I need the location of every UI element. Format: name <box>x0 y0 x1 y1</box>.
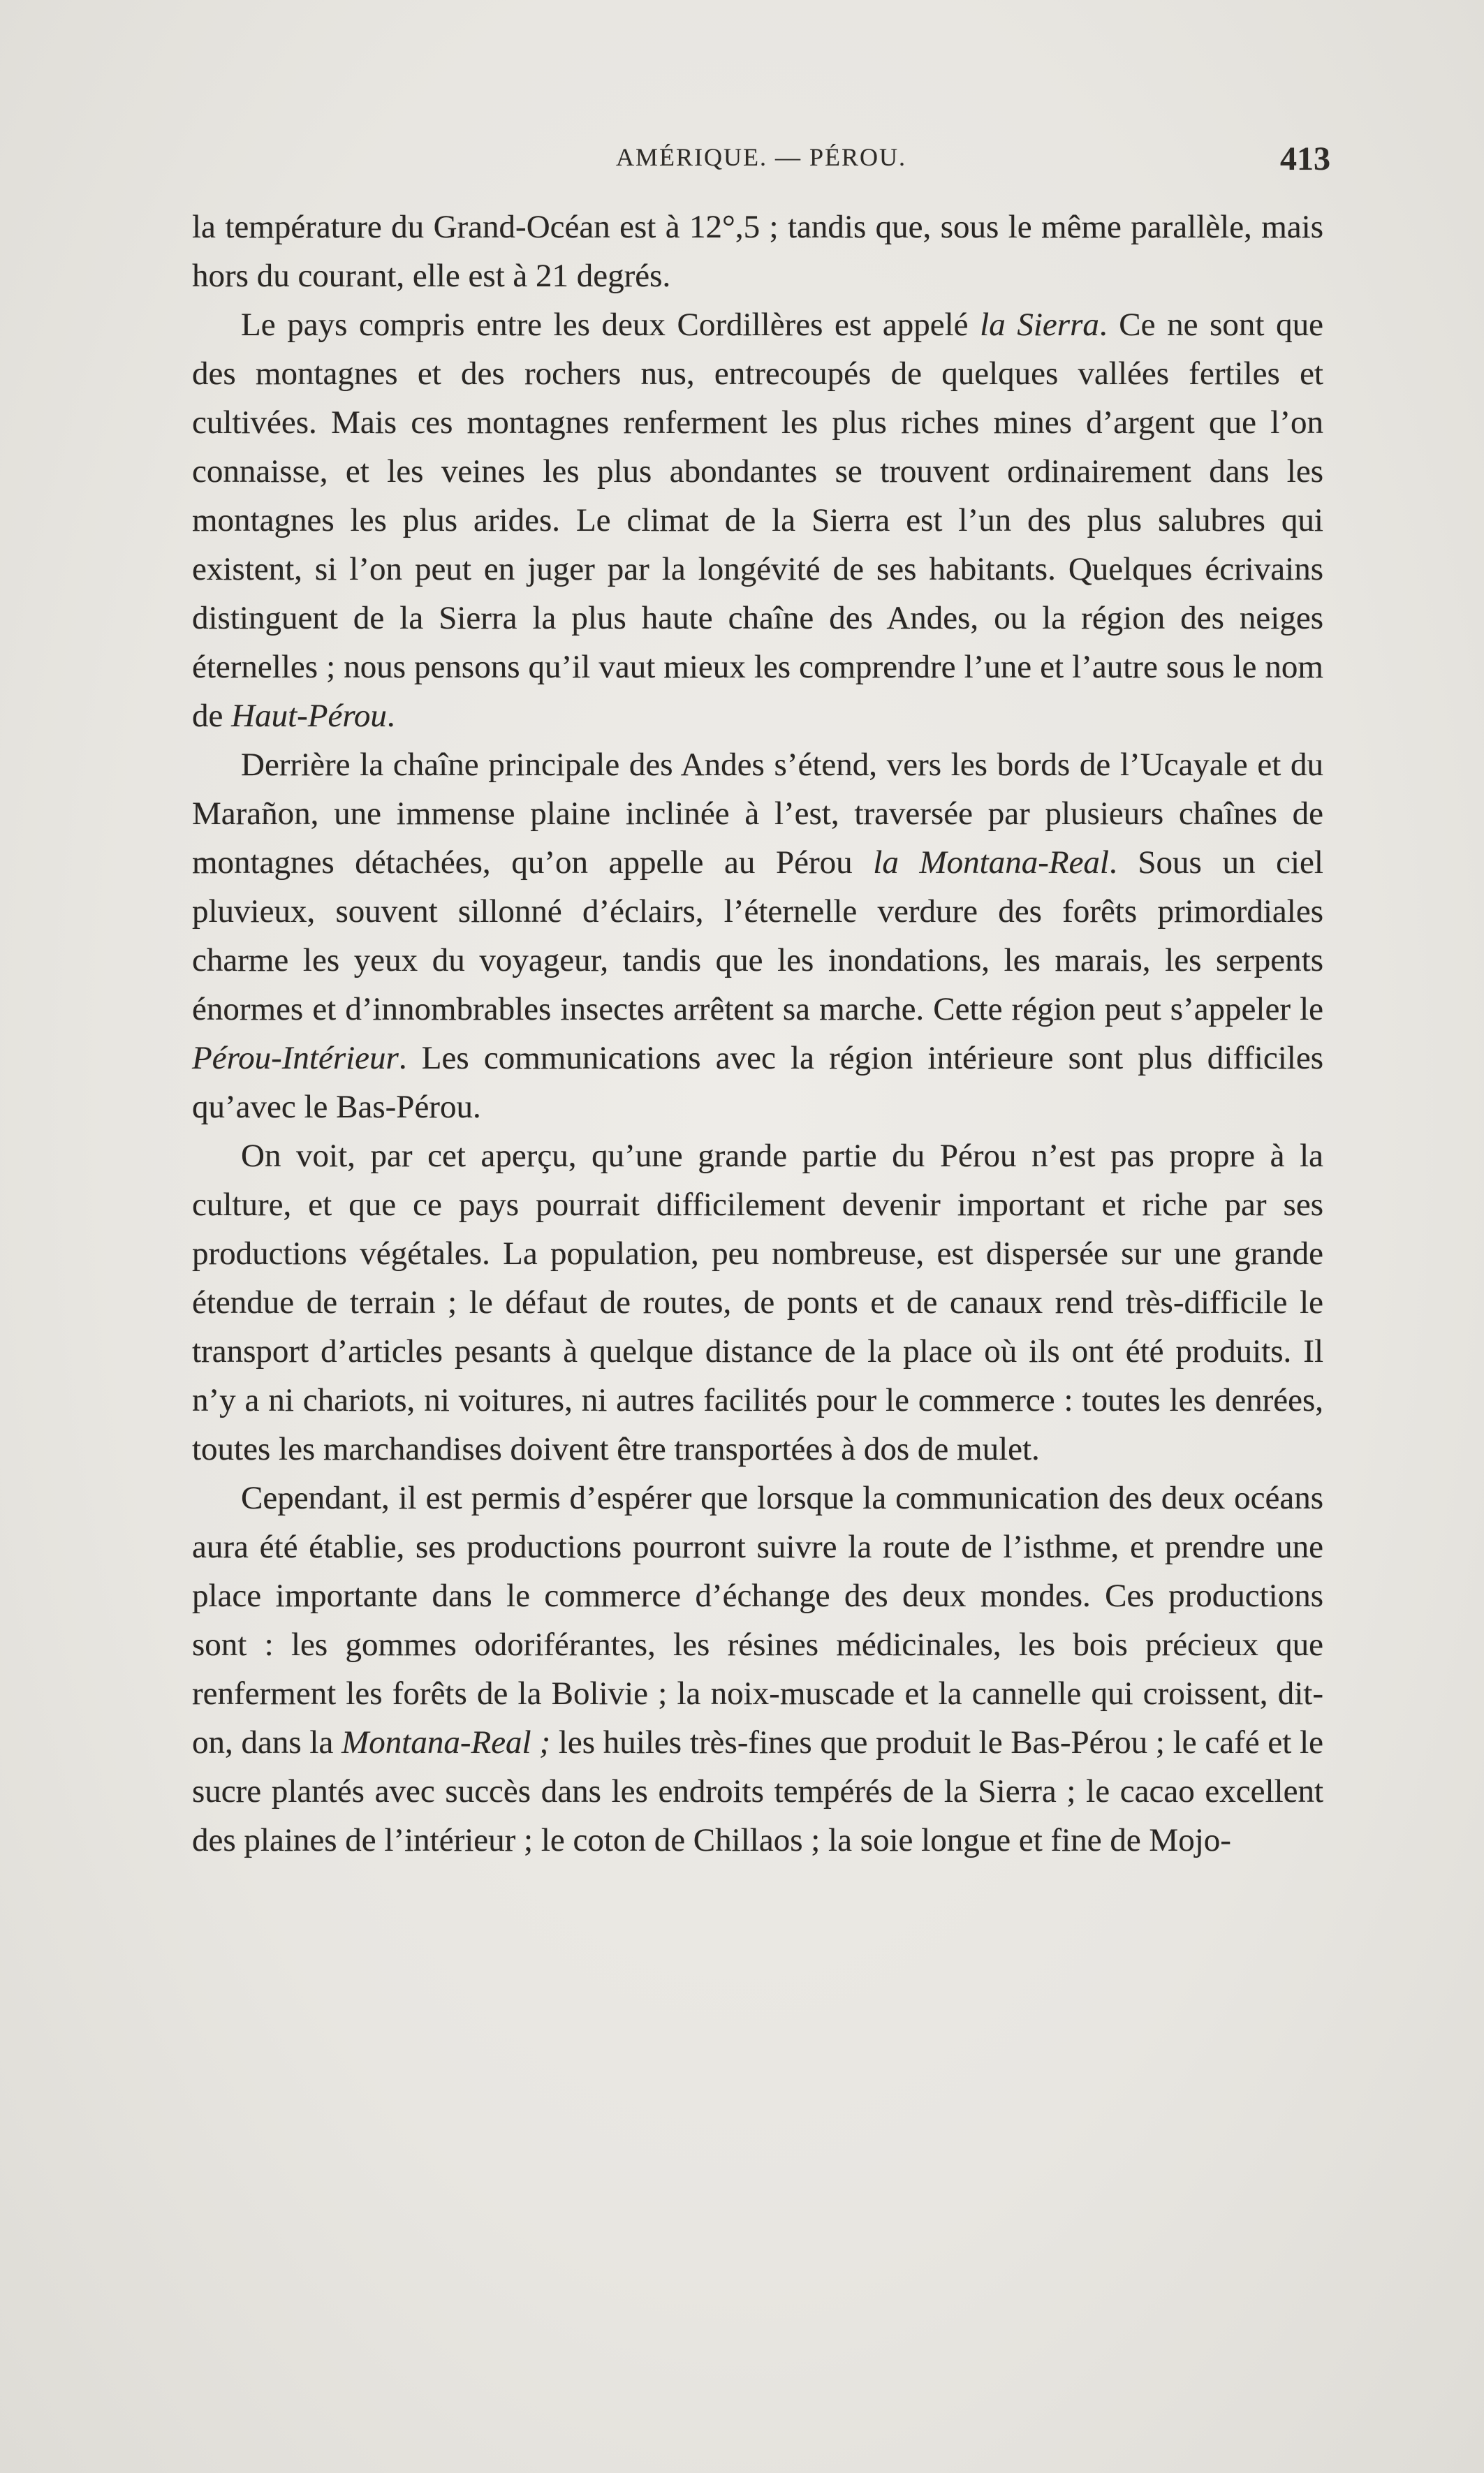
italic-term: Pérou-Intérieur <box>192 1040 399 1076</box>
paragraph-4 <box>192 1131 1323 1474</box>
italic-term: Haut-Pérou <box>231 698 387 734</box>
text-run: On voit, par cet aperçu, qu’une grande partie du Pérou n’est pas propre à la culture, et que ce pays pourrait difficilement devenir important et riche par ses productions végétales. La population, peu nombreuse, est dispersée sur une grande étendue de terrain ; le défaut de routes, de ponts et de canaux rend très-difficile le transport d’articles pesants à quelque distance de la place où ils ont été produits. Il n’y a ni chariots, ni voitures, ni autres facilités pour le commerce : toutes les denrées, toutes les marchandises doivent être transportées à dos de mulet. <box>192 1138 1323 1467</box>
italic-term: Montana-Real ; <box>341 1724 551 1761</box>
text-run: . Ce ne sont que des montagnes et des rochers nus, entrecoupés de quelques vallées fertiles et cultivées. Mais ces montagnes renferment les plus riches mines d’argent que l’on connaisse, et les veines les plus abondantes se trouvent ordinairement dans les montagnes les plus arides. Le climat de la Sierra est l’un des plus salubres qui existent, si l’on peut en juger par la longévité de ses habitants. Quelques écrivains distinguent de la Sierra la plus haute chaîne des Andes, ou la région des neiges éternelles ; nous pensons qu’il vaut mieux les comprendre l’une et l’autre sous le nom de <box>192 307 1323 734</box>
text-run: la température du Grand-Océan est à 12°,5 ; tandis que, sous le même parallèle, mais hors du courant, elle est à 21 degrés. <box>192 209 1323 294</box>
italic-term: la Sierra <box>980 307 1099 343</box>
paragraph-1 <box>192 203 1323 300</box>
paragraph-3 <box>192 740 1323 1131</box>
text-run: . Les communications avec la région intérieure sont plus difficiles qu’avec le Bas-Pérou. <box>192 1040 1323 1125</box>
text-run: . <box>386 698 395 734</box>
text-run: Derrière la chaîne principale des Andes s’étend, vers les bords de l’Ucayale et du Marañon, une immense plaine inclinée à l’est, traversée par plusieurs chaînes de montagnes détachées, qu’on appelle au Pérou <box>192 747 1323 881</box>
running-head <box>192 140 1330 182</box>
paragraph-5 <box>192 1474 1323 1865</box>
italic-term: la Montana-Real <box>873 844 1109 881</box>
text-run: Le pays compris entre les deux Cordillères est appelé <box>241 307 980 343</box>
text-run: les huiles très-fines que produit le Bas-Pérou ; le café et le sucre plantés avec succès dans les endroits tempérés de la Sierra ; le cacao excellent des plaines de l’intérieur ; le coton de Chillaos ; la soie longue et fine de Mojo- <box>192 1724 1324 1858</box>
running-title: AMÉRIQUE. — PÉROU. <box>615 143 906 171</box>
page-number: 413 <box>1280 140 1330 177</box>
text-run: . Sous un ciel pluvieux, souvent sillonné d’éclairs, l’éternelle verdure des forêts primordiales charme les yeux du voyageur, tandis que les inondations, les marais, les serpents énormes et d’innombrables insectes arrêtent sa marche. Cette région peut s’appeler le <box>192 844 1323 1027</box>
paragraph-2 <box>192 300 1323 740</box>
text-run: Cependant, il est permis d’espérer que lorsque la communication des deux océans aura été établie, ses productions pourront suivre la route de l’isthme, et prendre une place importante dans le commerce d’échange des deux mondes. Ces productions sont : les gommes odoriférantes, les résines médicinales, les bois précieux que renferment les forêts de la Bolivie ; la noix-muscade et la cannelle qui croissent, dit-on, dans la <box>192 1480 1323 1761</box>
body-text <box>192 203 1323 1865</box>
